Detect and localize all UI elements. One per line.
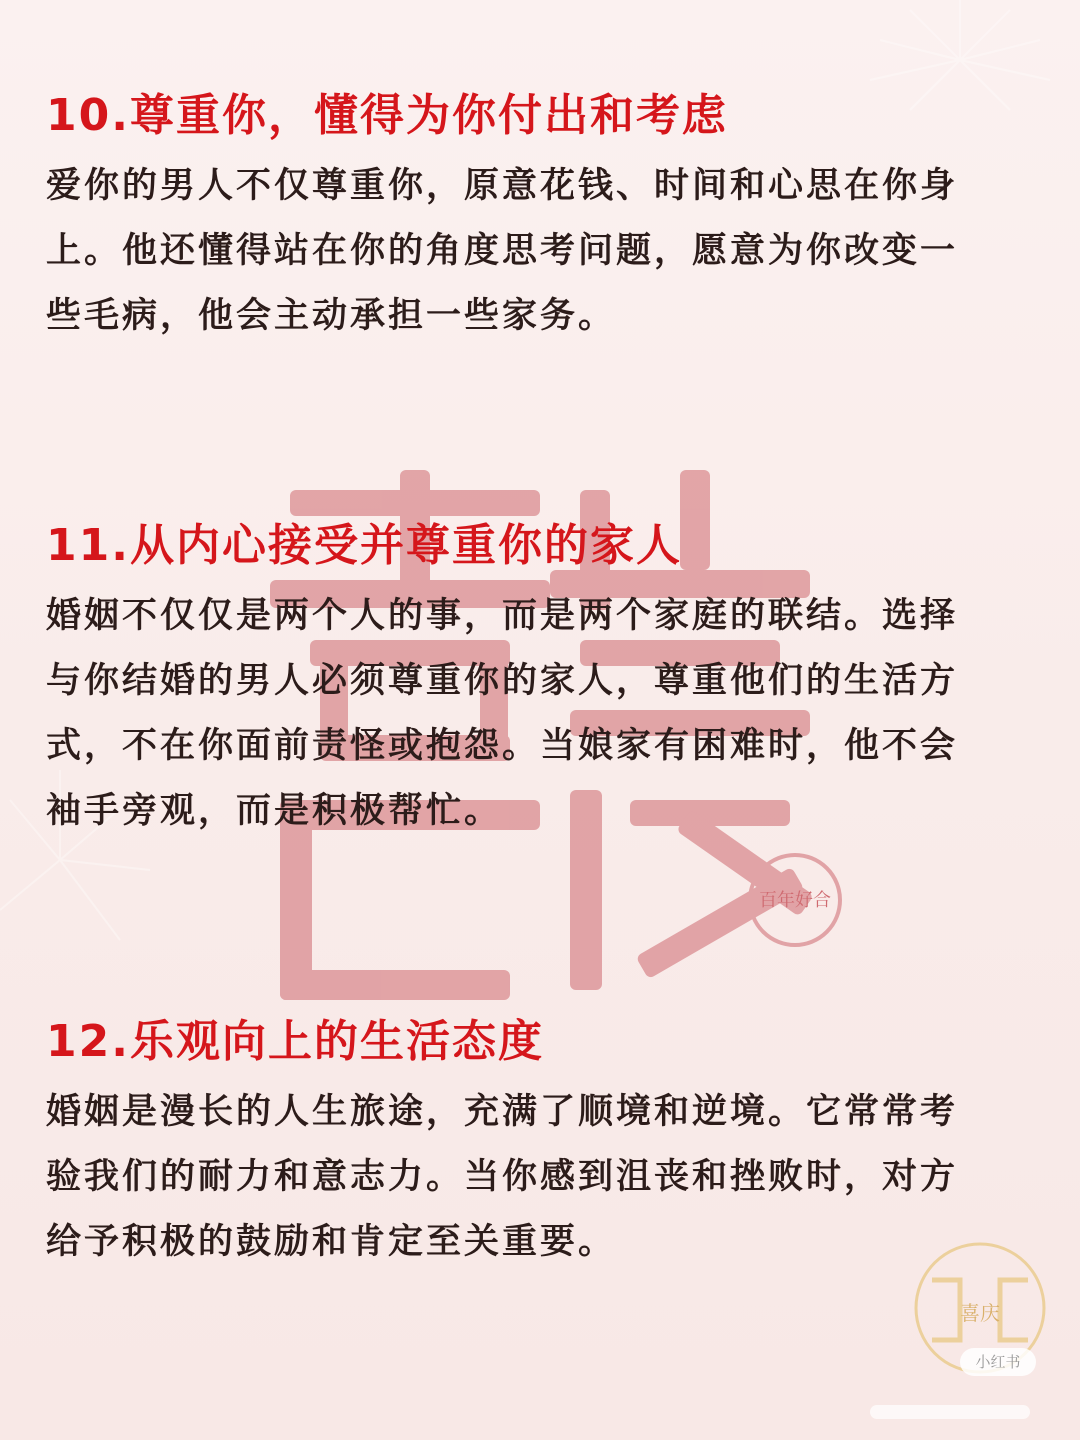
section-text-line: 上。他还懂得站在你的角度思考问题，愿意为你改变一	[46, 231, 959, 271]
section-text-line: 婚姻不仅仅是两个人的事，而是两个家庭的联结。选择	[46, 596, 959, 636]
section-12	[46, 1014, 1036, 1275]
section-11	[46, 518, 1036, 844]
section-heading: 11.从内心接受并尊重你的家人	[46, 520, 682, 571]
section-text-line: 些毛病，他会主动承担一些家务。	[46, 296, 617, 336]
section-heading: 10.尊重你，懂得为你付出和考虑	[46, 90, 728, 141]
section-text-line: 爱你的男人不仅尊重你，原意花钱、时间和心思在你身	[46, 166, 959, 206]
brand-logo-watermark	[912, 1240, 1052, 1400]
section-text-line: 验我们的耐力和意志力。当你感到沮丧和挫败时，对方	[46, 1157, 959, 1197]
section-text-line: 给予积极的鼓励和肯定至关重要。	[46, 1222, 617, 1262]
watermark-label: 小红书	[960, 1348, 1036, 1376]
watermark-logo-text: 喜庆	[960, 1301, 1000, 1325]
section-10	[46, 88, 1036, 349]
section-heading: 12.乐观向上的生活态度	[46, 1016, 544, 1067]
section-text-line: 式，不在你面前责怪或抱怨。当娘家有困难时，他不会	[46, 726, 959, 766]
section-text-line: 婚姻是漫长的人生旅途，充满了顺境和逆境。它常常考	[46, 1092, 959, 1132]
seal-small-text: 百年好合	[759, 890, 831, 911]
watermark-id-bar	[870, 1405, 1030, 1419]
section-text-line: 与你结婚的男人必须尊重你的家人，尊重他们的生活方	[46, 661, 959, 701]
section-text-line: 袖手旁观，而是积极帮忙。	[46, 791, 503, 831]
